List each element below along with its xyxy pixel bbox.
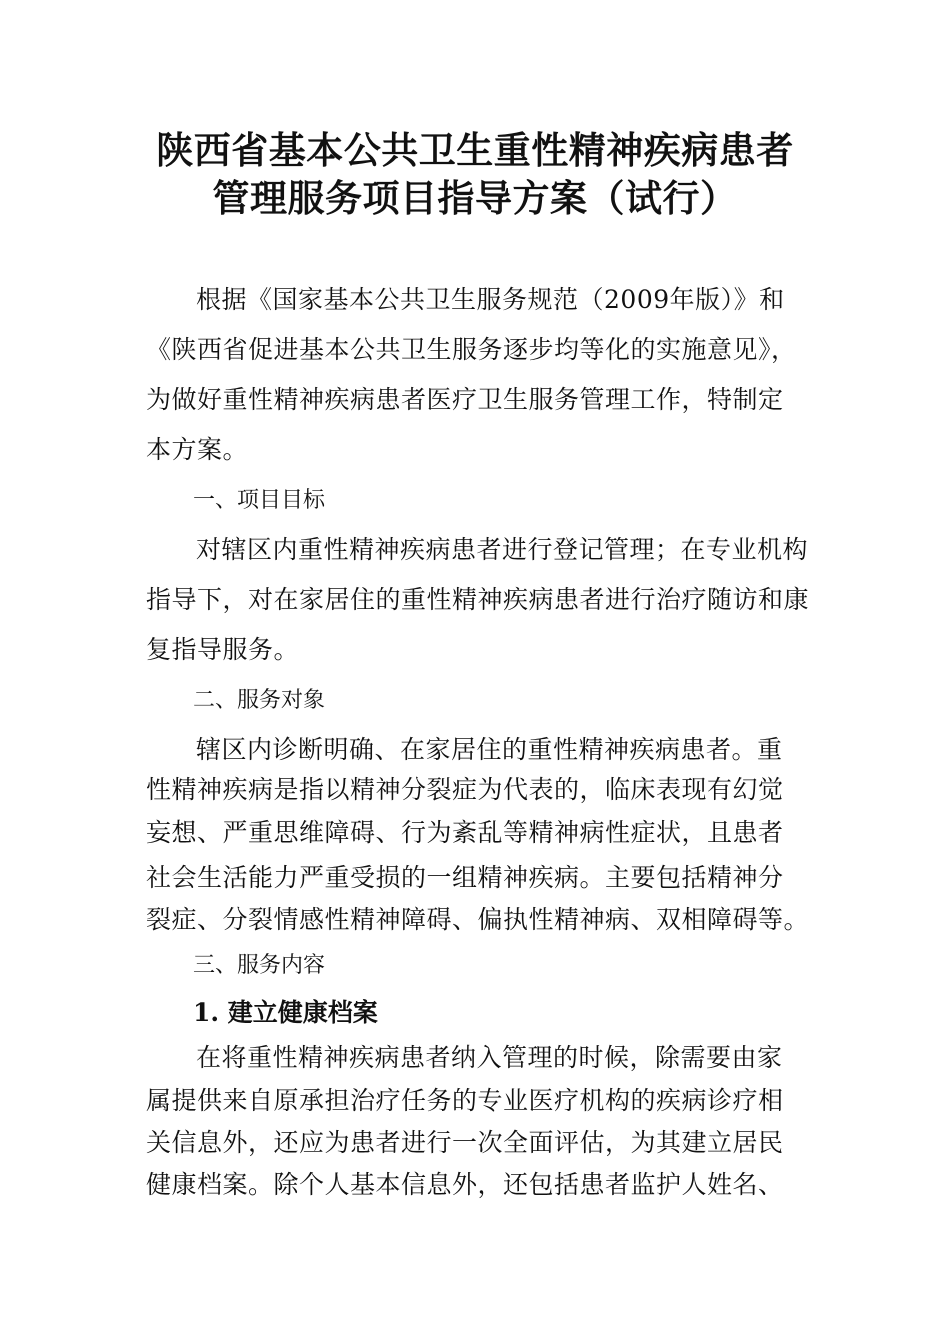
section2-line-3: 妄想、严重思维障碍、行为紊乱等精神病性症状，且患者 xyxy=(146,818,784,847)
intro-line-4: 本方案。 xyxy=(146,435,249,464)
section3-line-2: 属提供来自原承担治疗任务的专业医疗机构的疾病诊疗相 xyxy=(146,1086,784,1115)
section2-line-5: 裂症、分裂情感性精神障碍、偏执性精神病、双相障碍等。 xyxy=(146,905,810,934)
section-heading-goals: 一、项目目标 xyxy=(193,488,326,513)
subsection-heading-health-records: 1. 建立健康档案 xyxy=(193,998,378,1027)
intro-line-2: 《陕西省促进基本公共卫生服务逐步均等化的实施意见》， xyxy=(146,335,797,364)
section1-line-3: 复指导服务。 xyxy=(146,635,300,664)
section-heading-targets: 二、服务对象 xyxy=(193,688,326,713)
intro-line-3: 为做好重性精神疾病患者医疗卫生服务管理工作，特制定 xyxy=(146,385,784,414)
intro-line-1: 根据《国家基本公共卫生服务规范（2009年版）》和 xyxy=(196,285,785,314)
section3-line-3: 关信息外，还应为患者进行一次全面评估，为其建立居民 xyxy=(146,1128,784,1157)
section1-line-2: 指导下，对在家居住的重性精神疾病患者进行治疗随访和康 xyxy=(146,585,810,614)
section3-line-4: 健康档案。除个人基本信息外，还包括患者监护人姓名、 xyxy=(146,1170,784,1199)
section2-line-1: 辖区内诊断明确、在家居住的重性精神疾病患者。重 xyxy=(196,735,783,764)
section2-line-4: 社会生活能力严重受损的一组精神疾病。主要包括精神分 xyxy=(146,863,784,892)
section1-line-1: 对辖区内重性精神疾病患者进行登记管理；在专业机构 xyxy=(196,535,809,564)
section3-line-1: 在将重性精神疾病患者纳入管理的时候，除需要由家 xyxy=(196,1043,783,1072)
section-heading-content: 三、服务内容 xyxy=(193,953,326,978)
document-title-line-2: 管理服务项目指导方案（试行） xyxy=(212,176,738,220)
section2-line-2: 性精神疾病是指以精神分裂症为代表的，临床表现有幻觉 xyxy=(146,775,784,804)
document-title-line-1: 陕西省基本公共卫生重性精神疾病患者 xyxy=(156,128,794,172)
